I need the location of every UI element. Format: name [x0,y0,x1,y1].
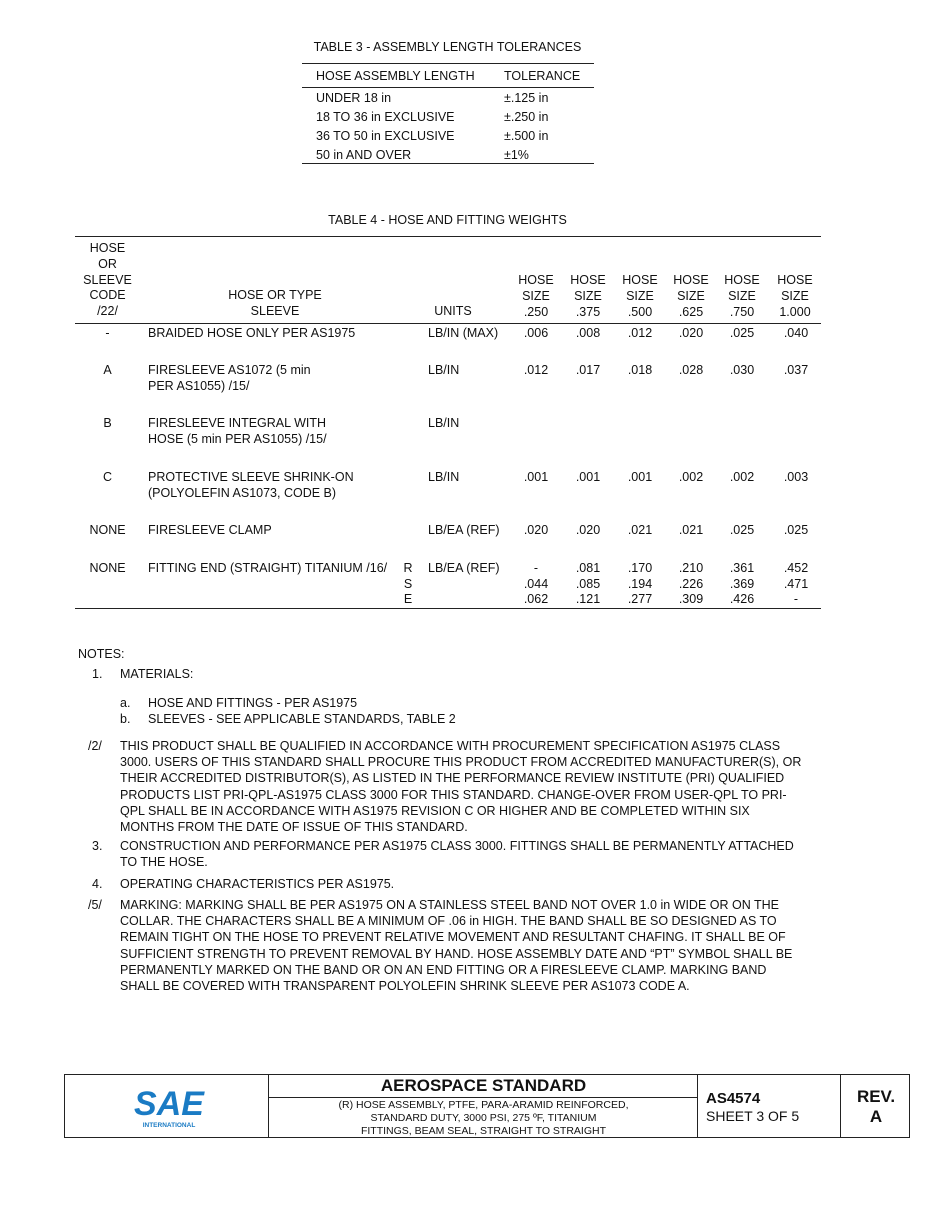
table4-type: PER AS1055) /15/ [148,379,250,393]
header-line: HOSE [518,273,554,287]
table4-units: LB/IN [428,470,460,484]
table4-value: .085 [575,577,601,591]
table4-header-size [615,273,665,320]
note-text: OPERATING CHARACTERISTICS PER AS1975. [120,877,395,891]
table4-value: .025 [783,523,809,537]
sae-logo-icon [129,1083,209,1131]
note-text: MATERIALS: [120,667,194,681]
table4-value: .030 [729,363,755,377]
table3-tolerance: ±.250 in [504,110,549,124]
table3-top-rule [302,63,594,64]
header-line: HOSE [673,273,709,287]
table4-header-size [563,273,613,320]
table-row [302,127,594,146]
table4-top-rule [75,236,821,237]
table4-header-size [511,273,561,320]
table4-type: FIRESLEEVE INTEGRAL WITH [148,416,327,430]
table3-length: 18 TO 36 in EXCLUSIVE [316,110,455,124]
header-line: .625 [678,304,704,319]
table3-tolerance: ±.125 in [504,91,549,105]
revision-value: A [869,1107,883,1126]
table4-header-size [717,273,767,320]
header-line: SIZE [781,288,809,303]
table4-value: .081 [575,561,601,575]
table4-value: .020 [678,326,704,340]
table3-bottom-rule [302,163,594,164]
note-line: QPL SHALL BE IN ACCORDANCE WITH AS1975 REVISION C OR HIGHER AND BE COMPLETED WITHIN SIX [120,803,750,818]
table4-value: .426 [729,592,755,606]
table4-code: - [105,326,110,340]
table4-value: .001 [575,470,601,484]
table4-value: .006 [523,326,549,340]
table4-value: .309 [678,592,704,606]
header-line: HOSE OR TYPE [228,288,322,302]
table3-length: 50 in AND OVER [316,148,412,162]
table4-type: HOSE (5 min PER AS1055) /15/ [148,432,327,446]
note-subtext: SLEEVES - SEE APPLICABLE STANDARDS, TABLE 2 [148,712,456,726]
title-block [64,1074,910,1138]
table4-code: NONE [89,523,126,537]
table4-type: FIRESLEEVE CLAMP [148,523,272,537]
table4-value: .369 [729,577,755,591]
header-line: HOSE [89,241,126,255]
table3-title: TABLE 3 - ASSEMBLY LENGTH TOLERANCES [313,40,582,54]
header-line: SIZE [522,288,550,303]
header-line: .750 [729,304,755,319]
header-line: .500 [627,304,653,319]
table4-value: .194 [627,577,653,591]
note-number: 4. [92,877,103,891]
table4-value: .040 [783,326,809,340]
note-line: SUFFICIENT STRENGTH TO PREVENT REMOVAL BY HAND. HOSE ASSEMBLY DATE AND “PT” SYMBOL SHALL BE [120,946,793,961]
table4-value: .008 [575,326,601,340]
table4-header-size [666,273,716,320]
table4-value: .121 [575,592,601,606]
table4-value: .025 [729,326,755,340]
revision-label: REV. [856,1087,896,1106]
table4-value: .021 [678,523,704,537]
table4-header-type [195,288,355,320]
note-line: SHALL BE COVERED WITH TRANSPARENT POLYOLEFIN SHRINK SLEEVE PER AS1073 CODE A. [120,979,690,994]
table4-value: .044 [523,577,549,591]
table4-units: LB/EA (REF) [428,561,500,575]
note-subnumber: b. [120,712,131,726]
table4-value: .226 [678,577,704,591]
table4-value: .021 [627,523,653,537]
table4-type: BRAIDED HOSE ONLY PER AS1975 [148,326,356,340]
header-line: CODE [89,288,126,303]
table4-header-units: UNITS [434,304,472,318]
note-number: /5/ [88,898,102,912]
table4-header-rule [75,323,821,324]
table3-tolerance: ±.500 in [504,129,549,143]
table3-length: 36 TO 50 in EXCLUSIVE [316,129,455,143]
note-subtext: HOSE AND FITTINGS - PER AS1975 [148,696,358,710]
header-line: 1.000 [779,304,811,319]
note-line: CONSTRUCTION AND PERFORMANCE PER AS1975 CLASS 3000. FITTINGS SHALL BE PERMANENTLY ATTACHED [120,839,794,853]
table4-value: .001 [627,470,653,484]
table4-value: .471 [783,577,809,591]
header-line: SLEEVE [250,303,300,318]
note-line: MONTHS FROM THE DATE OF ISSUE OF THIS STANDARD. [120,820,468,835]
table4-title: TABLE 4 - HOSE AND FITTING WEIGHTS [328,213,567,227]
description-line: FITTINGS, BEAM SEAL, STRAIGHT TO STRAIGHT [360,1125,607,1137]
table4-type: PROTECTIVE SLEEVE SHRINK-ON [148,470,354,484]
table4-value: .452 [783,561,809,575]
header-line: /22/ [97,304,118,319]
table4-value: .012 [523,363,549,377]
table4-units: LB/IN (MAX) [428,326,499,340]
table4-units: LB/EA (REF) [428,523,500,537]
table4-units: LB/IN [428,363,460,377]
header-line: HOSE [622,273,658,287]
table4-code: A [103,363,112,377]
header-line: .375 [575,304,601,319]
table3-length: UNDER 18 in [316,91,392,105]
table4-type: FITTING END (STRAIGHT) TITANIUM /16/ [148,561,388,575]
table4-value: .210 [678,561,704,575]
table4-value: .361 [729,561,755,575]
note-number: /2/ [88,739,102,753]
header-line: .250 [523,304,549,319]
table4-type: (POLYOLEFIN AS1073, CODE B) [148,486,337,500]
logo-sub-text: INTERNATIONAL [142,1122,196,1129]
header-line: HOSE [777,273,813,287]
table4-fitting-letter: R [403,561,413,575]
note-line: COLLAR. THE CHARACTERS SHALL BE A MINIMUM OF .06 in HIGH. THE BAND SHALL BE SO DESIGNED AS TO [120,914,777,929]
header-line: SIZE [728,288,756,303]
table4-value: .018 [627,363,653,377]
table4-bottom-rule [75,608,821,609]
note-subnumber: a. [120,696,131,710]
note-line: THEIR ACCREDITED DISTRIBUTOR(S), AS LISTED IN THE PERFORMANCE REVIEW INSTITUTE (PRI) QUALIFIED [120,771,785,786]
standard-title: AEROSPACE STANDARD [380,1076,587,1095]
table4-value: .017 [575,363,601,377]
table4-units: LB/IN [428,416,460,430]
table4-fitting-letter: E [403,592,413,606]
table4-value: .020 [575,523,601,537]
note-line: MARKING: MARKING SHALL BE PER AS1975 ON A STAINLESS STEEL BAND NOT OVER 1.0 in WIDE OR ON THE [120,898,779,912]
table4-code: NONE [89,561,126,575]
table4-code: C [102,470,113,484]
note-line: REMAIN TIGHT ON THE HOSE TO PREVENT RELATIVE MOVEMENT AND RESULTANT CHAFING. IT SHALL BE OF [120,930,786,945]
table4-value: .001 [523,470,549,484]
table4-value: .002 [729,470,755,484]
header-line: SIZE [677,288,705,303]
table4-value: .028 [678,363,704,377]
table4-value: .003 [783,470,809,484]
table4-value: .025 [729,523,755,537]
title-block-divider [697,1075,698,1137]
table4-value: - [793,592,799,606]
note-line: TO THE HOSE. [120,855,208,870]
table4-code: B [103,416,112,430]
note-line: 3000. USERS OF THIS STANDARD SHALL PROCURE THIS PRODUCT FROM ACCREDITED MANUFACTURER(S), OR [120,755,802,770]
header-line: SLEEVE [83,272,132,287]
note-text [120,897,810,994]
header-line: SIZE [574,288,602,303]
table4-value: .020 [523,523,549,537]
table4-header-size [769,273,821,320]
note-text [120,838,810,870]
description-line: (R) HOSE ASSEMBLY, PTFE, PARA-ARAMID REINFORCED, [338,1099,629,1111]
table4-header-code [75,241,140,320]
sheet-number: SHEET 3 OF 5 [706,1108,800,1124]
table-row [302,108,594,127]
note-text [120,738,810,835]
header-line: OR [98,256,117,271]
note-line: PERMANENTLY MARKED ON THE BAND OR ON AN END FITTING OR A FIRESLEEVE CLAMP. MARKING BAND [120,962,767,977]
note-line: THIS PRODUCT SHALL BE QUALIFIED IN ACCORDANCE WITH PROCUREMENT SPECIFICATION AS1975 CLASS [120,739,781,753]
table4 [75,236,821,609]
note-line: PRODUCTS LIST PRI-QPL-AS1975 CLASS 3000 FOR THIS STANDARD. CHANGE-OVER FROM USER-QPL TO PRI- [120,787,787,802]
table4-value: .002 [678,470,704,484]
note-number: 3. [92,839,103,853]
table4-value: .170 [627,561,653,575]
table-row [302,89,594,108]
table4-value: .012 [627,326,653,340]
table3-header-rule [302,87,594,88]
table3-header-tolerance: TOLERANCE [504,69,581,83]
standard-description [269,1099,698,1138]
table4-type: FIRESLEEVE AS1072 (5 min [148,363,311,377]
table3-tolerance: ±1% [504,148,529,162]
table3 [302,63,594,164]
table4-fitting-letter: S [403,577,413,591]
header-line: HOSE [724,273,760,287]
note-number: 1. [92,667,103,681]
document-number: AS4574 [706,1090,761,1107]
table3-header-row [302,67,594,86]
table4-value: - [533,561,539,575]
title-rule [269,1097,698,1098]
logo-main-text: SAE [134,1085,204,1123]
table4-value: .037 [783,363,809,377]
header-line: HOSE [570,273,606,287]
table4-value: .277 [627,592,653,606]
description-line: STANDARD DUTY, 3000 PSI, 275 ºF, TITANIUM [370,1112,597,1124]
header-line: SIZE [626,288,654,303]
notes-heading: NOTES: [78,647,125,661]
table3-header-length: HOSE ASSEMBLY LENGTH [316,69,475,83]
table4-value: .062 [523,592,549,606]
